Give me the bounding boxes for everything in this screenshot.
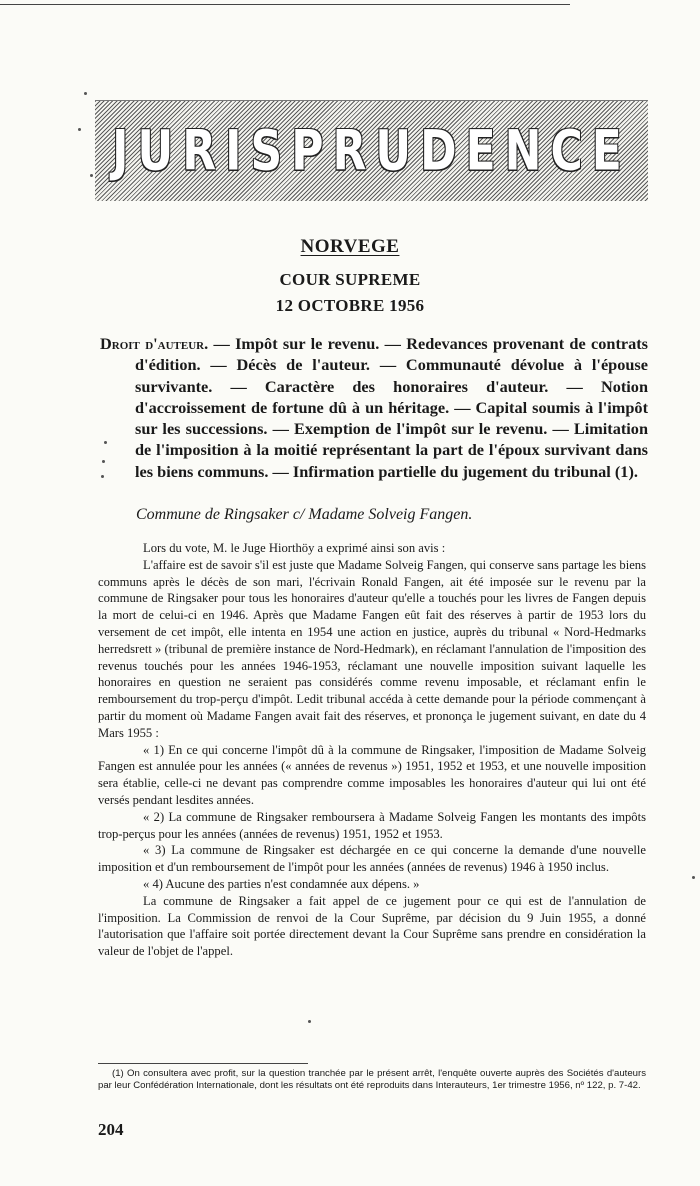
country-heading [0, 236, 700, 258]
court-name: COUR SUPREME [279, 270, 421, 289]
scan-speck [104, 441, 107, 444]
scan-speck [101, 475, 104, 478]
body-paragraph: L'affaire est de savoir s'il est juste que Madame Solveig Fangen, qui conserve sans partage les biens communs après le décès de son mari, l'écrivain Ronald Fangen, ait été imposée sur le revenu par la commune de Ringsaker pour tous les honoraires d'auteur qu'elle a touchés pour les livres de Fangen depuis la mort de celui-ci en 1946. Après que Madame Fangen eût fait des réserves à partir de 1953 lors du versement de cet impôt, elle intenta en 1954 une action en justice, auprès du tribunal « Nord-Hedmarks herredsrett » (tribunal de première instance de Nord-Hedmark), en réclamant l'annulation de l'imposition des revenus touchés pour les années 1946-1953, réclamant une nouvelle imposition suivant laquelle les honoraires en question ne seraient pas considérés comme revenu imposable, et réclamant enfin le remboursement du trop-perçu d'impôt. Ledit tribunal accéda à cette demande pour la période commençant à partir du moment où Madame Fangen avait fait des réserves, et prononça le jugement suivant, en date du 4 Mars 1955 : [98, 557, 646, 740]
body-paragraph: Lors du vote, M. le Juge Hiorthöy a exprimé ainsi son avis : [143, 541, 446, 555]
page-number: 204 [98, 1120, 124, 1139]
body-paragraph: La commune de Ringsaker a fait appel de ce jugement pour ce qui est de l'annulation de l'imposition. La Commission de renvoi de la Cour Suprême, par décision du 9 Juin 1955, a donné l'autorisation que l'affaire soit portée directement devant la Cour Suprême sans prendre en considération la valeur de l'objet de l'appel. [98, 893, 646, 959]
scan-speck [90, 174, 93, 177]
footnote: (1) On consultera avec profit, sur la question tranchée par le présent arrêt, l'enquête ouverte auprès des Sociétés d'auteurs par leur Confédération Internationale, dont les résultats ont été reproduits dans Interauteurs, 1er trimestre 1956, nº 122, p. 7-42. [98, 1068, 646, 1092]
body-paragraph: « 2) La commune de Ringsaker remboursera à Madame Solveig Fangen les montants des impôts trop-perçus pour les années (années de revenus) 1951, 1952 et 1953. [98, 809, 646, 841]
country-name: NORVEGE [300, 236, 400, 257]
summary-text: — Impôt sur le revenu. — Redevances provenant de contrats d'édition. — Décès de l'auteur. — Communauté dévolue à l'épouse survivante. — Caractère des honoraires d'auteur. — Notion d'accroissement de fortune dû à un héritage. — Capital soumis à l'impôt sur les successions. — Exemption de l'impôt sur le revenu. — Limitation de l'imposition à la moitié représentant la part de l'époux survivant dans les biens communs. — Infirmation partielle du jugement du tribunal (1). [135, 334, 648, 481]
section-banner [95, 100, 648, 201]
top-rule [0, 4, 570, 5]
scan-speck [308, 1020, 311, 1023]
scan-speck [692, 876, 695, 879]
case-summary [100, 333, 648, 482]
summary-lead: Droit d'auteur. [100, 334, 209, 353]
judgment-body [98, 540, 646, 960]
case-parties: Commune de Ringsaker c/ Madame Solveig Fangen. [136, 506, 473, 523]
scan-speck [78, 128, 81, 131]
footnote-rule [98, 1063, 308, 1064]
scan-speck [84, 92, 87, 95]
scan-speck [102, 460, 105, 463]
body-paragraph: « 1) En ce qui concerne l'impôt dû à la commune de Ringsaker, l'imposition de Madame Solveig Fangen est annulée pour les années (« années de revenus ») 1951, 1952 et 1953, et une nouvelle imposition sera établie, celle-ci ne devant pas comprendre comme imposables les honoraires d'auteur qui lui ont été versés pendant lesdites années. [98, 742, 646, 807]
body-paragraph: « 3) La commune de Ringsaker est déchargée en ce qui concerne la demande d'une nouvelle imposition et d'un remboursement de l'impôt pour les années (années de revenus) 1946 à 1950 inclus. [98, 843, 646, 875]
banner-title: JURISPRUDENCE [112, 119, 631, 183]
body-paragraph: « 4) Aucune des parties n'est condamnée aux dépens. » [143, 876, 420, 891]
decision-date: 12 OCTOBRE 1956 [275, 296, 425, 315]
